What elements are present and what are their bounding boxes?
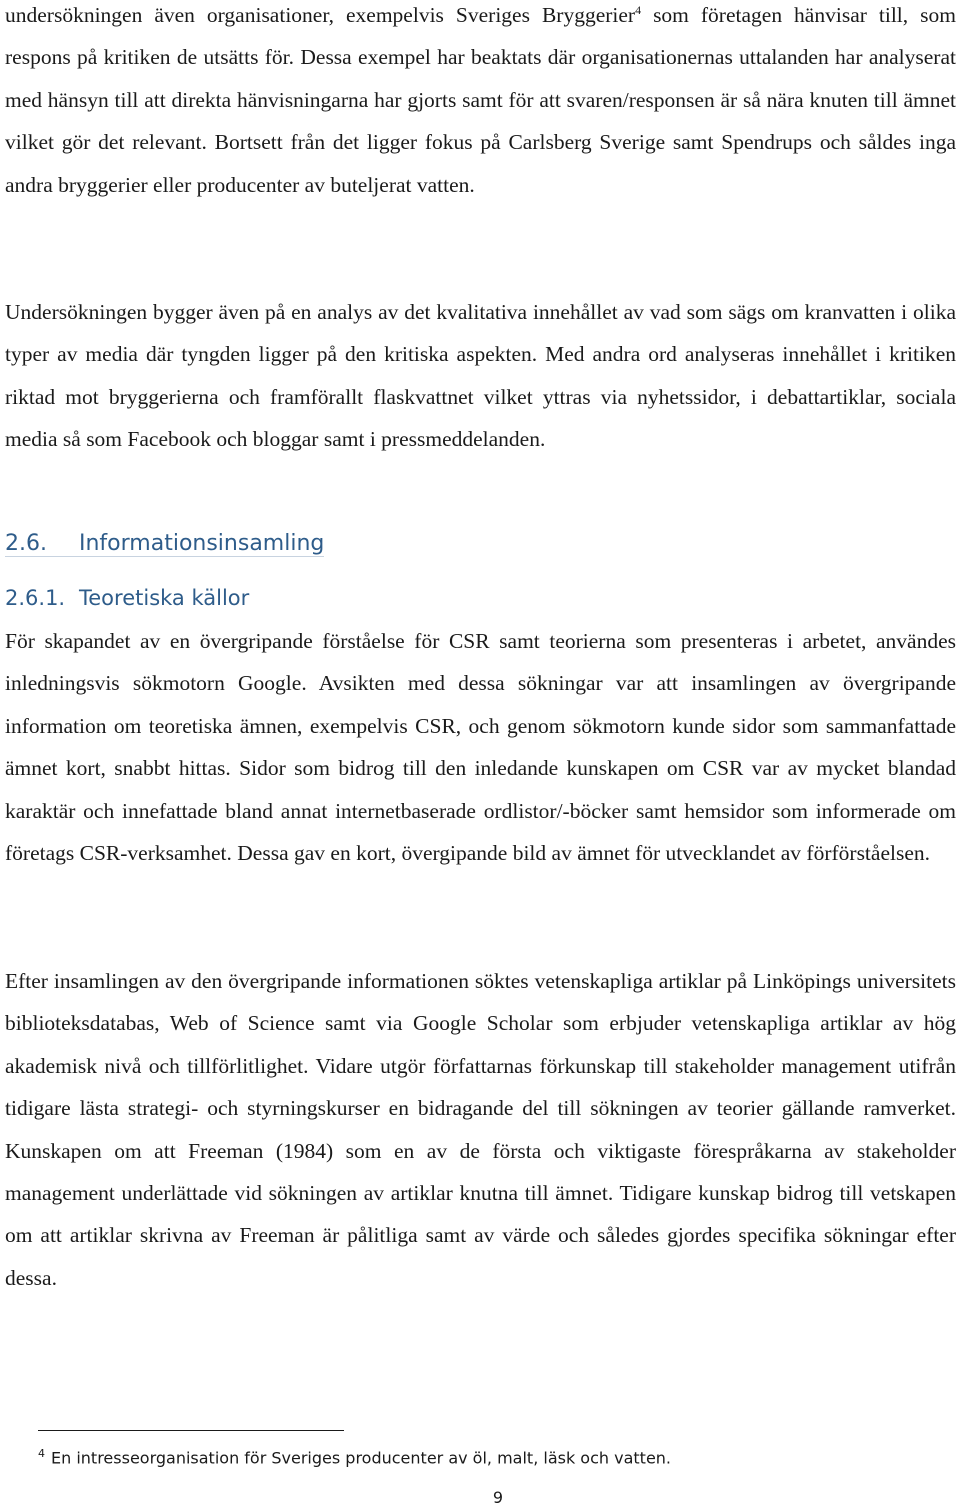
paragraph-text: undersökningen även organisationer, exempelvis Sveriges Bryggerier [5,3,636,27]
section-number: 2.6. [5,531,47,556]
footnote-text: En intresseorganisation för Sveriges producenter av öl, malt, läsk och vatten. [51,1448,672,1468]
section-heading [5,531,324,557]
paragraph-theoretical-sources: För skapandet av en övergripande förståelse för CSR samt teorierna som presenteras i arbetet, användes inledningsvis sökmotorn Google. Avsikten med dessa sökningar var att insamlingen av övergripande information om teoretiska ämnen, exempelvis CSR, och genom sökmotorn kunde sidor som sammanfattade ämnet kort, snabbt hittas. Sidor som bidrog till den inledande kunskapen om CSR var av mycket blandad karaktär och innefattade bland annat internetbaserade ordlistor/-böcker samt hemsidor som informerade om företags CSR-verksamhet. Dessa gav en kort, övergipande bild av ämnet för utvecklandet av förförståelsen. [5,629,956,866]
subsection-heading [5,586,249,610]
paragraph-media-analysis: Undersökningen bygger även på en analys av det kvalitativa innehållet av vad som sägs om kranvatten i olika typer av media där tyngden ligger på den kritiska aspekten. Med andra ord analyseras innehållet i kritiken riktad mot bryggerierna och framförallt flaskvattnet vilket yttras via nyhetssidor, i debattartiklar, sociala media så som Facebook och bloggar samt i pressmeddelanden. [5,300,956,452]
footnote [38,1440,671,1472]
subsection-number: 2.6.1. [5,586,66,610]
paragraph-bottled-water-organisations [5,0,956,206]
page-number: 9 [492,1488,504,1507]
paragraph-scientific-articles: Efter insamlingen av den övergripande informationen söktes vetenskapliga artiklar på Linköpings universitets biblioteksdatabas, Web of Science samt via Google Scholar som erbjuder vetenskapliga artiklar av hög akademisk nivå och tillförlitlighet. Vidare utgör författarnas förkunskap till stakeholder management utifrån tidigare lästa strategi- och styrningskurser en bidragande del till sökningen av teorier gällande ramverket. Kunskapen om att Freeman (1984) som en av de första och viktigaste förespråkarna av stakeholder management underlättade vid sökningen av artiklar knutna till ämnet. Tidigare kunskap bidrog till vetskapen om att artiklar skrivna av Freeman är pålitliga samt av värde och således gjordes specifika sökningar efter dessa. [5,969,956,1290]
paragraph-text: som företagen hänvisar till, som respons på kritiken de utsätts för. Dessa exempel har beaktats där organisationernas uttalanden har analyserat med hänsyn till att direkta hänvisningarna har gjorts samt för att svaren/responsen är så nära knuten till ämnet vilket gör det relevant. Bortsett från det ligger fokus på Carlsberg Sverige samt Spendrups och såldes inga andra bryggerier eller producenter av buteljerat vatten. [5,3,956,197]
footnote-reference[interactable]: 4 [635,2,642,17]
footnote-marker: 4 [38,1447,45,1460]
subsection-title: Teoretiska källor [79,586,250,610]
section-title: Informationsinsamling [79,531,325,556]
footnote-separator [38,1430,344,1431]
